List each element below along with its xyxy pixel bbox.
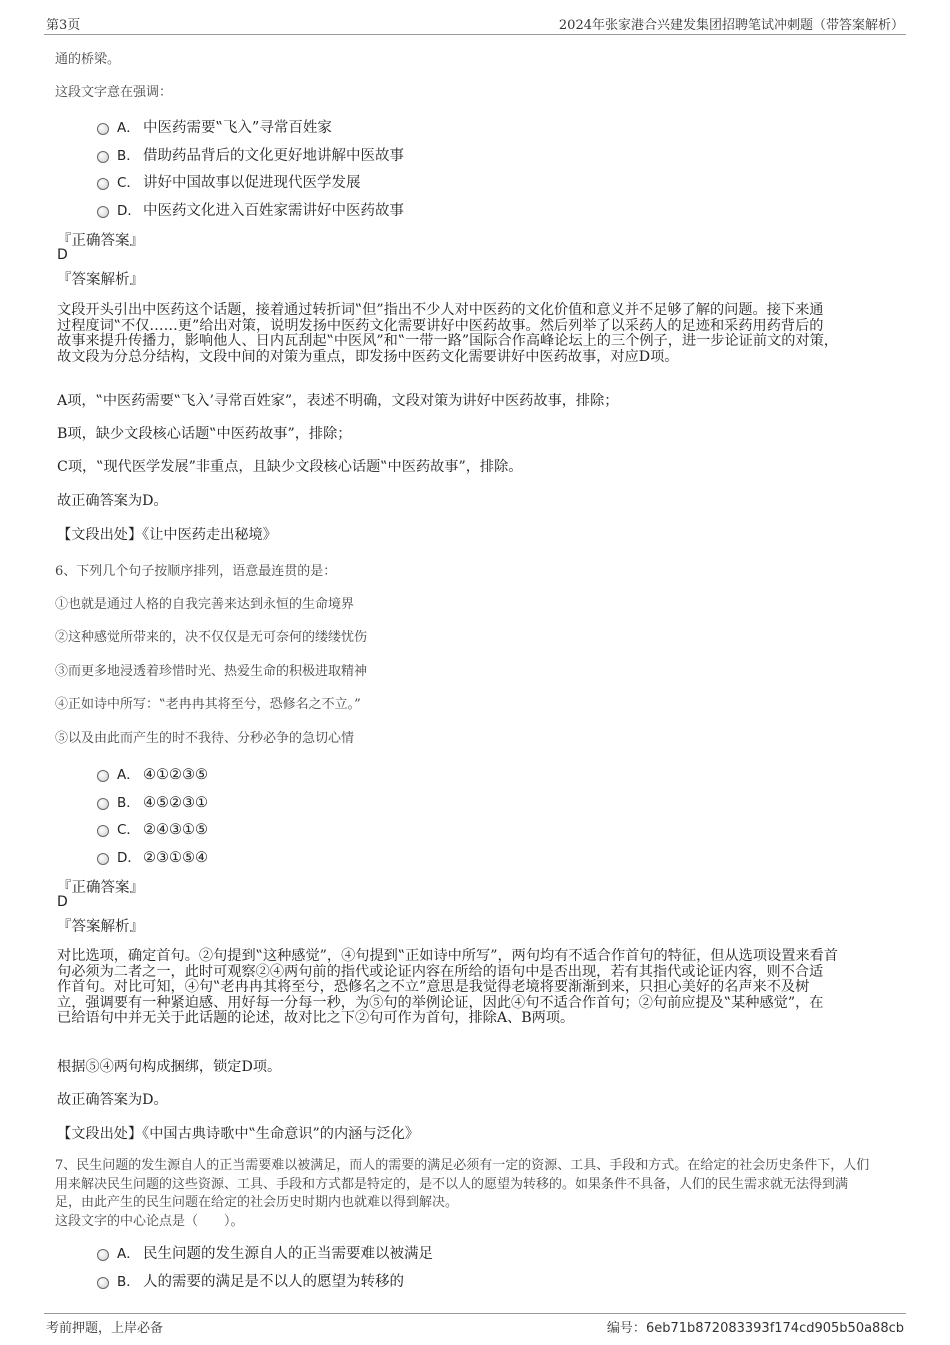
- q6-conclusion: 故正确答案为D。: [57, 1092, 168, 1108]
- q5-b-note: B项，缺少文段核心话题‟中医药故事”，排除；: [57, 426, 352, 442]
- q6-option-a[interactable]: A． ④①②③⑤: [97, 763, 208, 783]
- q6-sentence-5: ⑤以及由此而产生的时不我待、分秒必争的急切心情: [55, 731, 355, 746]
- footer-slogan: 考前押题，上岸必备: [46, 1321, 164, 1336]
- q5-analysis: 文段开头引出中医药这个话题，接着通过转折词‟但”指出不少人对中医药的文化价值和意义并不足够了解的问题。接下来通 过程度词‟不仅……更”给出对策，说明发扬中医药文化需要讲好中医药故事。然后列举了以采药人的足迹和采药用药背后的 故事来提升传播力，影响他人、日内瓦刮起‟中医风”和‟一带一路”国际合作高峰论坛上的三个例子，进一步论证前文的对策， 故文段为分总分结构，文段中间的对策为重点，即发扬中医药文化需要讲好中医药故事，对应D项。: [57, 302, 838, 365]
- q5-option-b[interactable]: B． 借助药品背后的文化更好地讲解中医故事: [97, 144, 404, 165]
- q5-correct-answer: D: [57, 247, 68, 263]
- radio-icon[interactable]: [97, 1249, 109, 1261]
- radio-icon[interactable]: [97, 825, 109, 837]
- radio-icon[interactable]: [97, 1277, 109, 1289]
- radio-icon[interactable]: [97, 853, 109, 865]
- q5-conclusion: 故正确答案为D。: [57, 493, 168, 509]
- document-code: 编号：6eb71b872083393f174cd905b50a88cb: [606, 1321, 904, 1336]
- q6-analysis-heading: 『答案解析』: [57, 919, 144, 935]
- page-number: 第3页: [46, 18, 81, 33]
- q7-option-a[interactable]: A． 民生问题的发生源自人的正当需要难以被满足: [97, 1242, 433, 1263]
- q5-prompt: 这段文字意在强调：: [55, 85, 173, 100]
- page-header: [44, 12, 906, 35]
- q5-option-a[interactable]: A． 中医药需要‟飞入”寻常百姓家: [97, 116, 332, 137]
- q5-a-note: A项，‟中医药需要‟飞入’寻常百姓家”，表述不明确，文段对策为讲好中医药故事，排除；: [57, 393, 619, 409]
- q6-sentence-2: ②这种感觉所带来的，决不仅仅是无可奈何的缕缕忧伤: [55, 630, 368, 645]
- radio-icon[interactable]: [97, 151, 109, 163]
- q6-lock-note: 根据⑤④两句构成捆绑，锁定D项。: [57, 1059, 282, 1075]
- document-title: 2024年张家港合兴建发集团招聘笔试冲刺题（带答案解析）: [558, 18, 904, 33]
- radio-icon[interactable]: [97, 770, 109, 782]
- top-fragment: 通的桥梁。: [55, 52, 121, 67]
- q5-c-note: C项，‟现代医学发展”非重点，且缺少文段核心话题‟中医药故事”，排除。: [57, 459, 523, 475]
- q6-option-d[interactable]: D． ②③①⑤④: [97, 846, 208, 866]
- q6-correct-answer: D: [57, 894, 68, 910]
- q6-sentence-1: ①也就是通过人格的自我完善来达到永恒的生命境界: [55, 597, 355, 612]
- q6-option-c[interactable]: C． ②④③①⑤: [97, 818, 208, 838]
- q5-source: 【文段出处】《让中医药走出秘境》: [57, 527, 277, 543]
- page-footer: [44, 1313, 906, 1338]
- q7-option-b[interactable]: B． 人的需要的满足是不以人的愿望为转移的: [97, 1270, 404, 1291]
- q7-prompt: 7、民生问题的发生源自人的正当需要难以被满足，而人的需要的满足必须有一定的资源、工具、手段和方式。在给定的社会历史条件下，人们 用来解决民生问题的这些资源、工具、手段和方式都是特定的，是不以人的愿望为转移的。如果条件不具备，人们的民生需求就无法得到满 足，由此产生的民生问题在给定的社会历史时期内也就难以得到解决。 这段文字的中心论点是（ ）。: [55, 1158, 870, 1229]
- radio-icon[interactable]: [97, 798, 109, 810]
- radio-icon[interactable]: [97, 178, 109, 190]
- q5-correct-heading: 『正确答案』: [57, 233, 144, 249]
- q6-sentence-4: ④正如诗中所写：‟老冉冉其将至兮，恐修名之不立。”: [55, 697, 361, 712]
- q6-sentence-3: ③而更多地浸透着珍惜时光、热爱生命的积极进取精神: [55, 664, 368, 679]
- q6-correct-heading: 『正确答案』: [57, 880, 144, 896]
- q5-analysis-heading: 『答案解析』: [57, 272, 144, 288]
- q5-option-c[interactable]: C． 讲好中国故事以促进现代医学发展: [97, 171, 361, 192]
- q6-option-b[interactable]: B． ④⑤②③①: [97, 791, 208, 811]
- radio-icon[interactable]: [97, 206, 109, 218]
- radio-icon[interactable]: [97, 123, 109, 135]
- q6-analysis: 对比选项，确定首句。②句提到‟这种感觉”，④句提到‟正如诗中所写”，两句均有不适合作首句的特征，但从选项设置来看首 句必须为二者之一，此时可观察②④两句前的指代或论证内容在所给的语句中是否出现，若有其指代或论证内容，则不合适 作首句。对比可知，④句‟老冉冉其将至兮，恐修名之不立”意思是我觉得老境将要渐渐到来，只担心美好的名声来不及树 立，强调要有一种紧迫感、用好每一分每一秒，为⑤句的举例论证，因此④句不适合作首句；②句前应提及‟某种感觉”，在 已给语句中并无关于此话题的论述，故对比之下②句可作为首句，排除A、B两项。: [57, 948, 838, 1027]
- q6-prompt: 6、下列几个句子按顺序排列，语意最连贯的是：: [55, 564, 337, 579]
- q6-source: 【文段出处】《中国古典诗歌中‟生命意识”的内涵与泛化》: [57, 1126, 420, 1142]
- q5-option-d[interactable]: D． 中医药文化进入百姓家需讲好中医药故事: [97, 199, 404, 220]
